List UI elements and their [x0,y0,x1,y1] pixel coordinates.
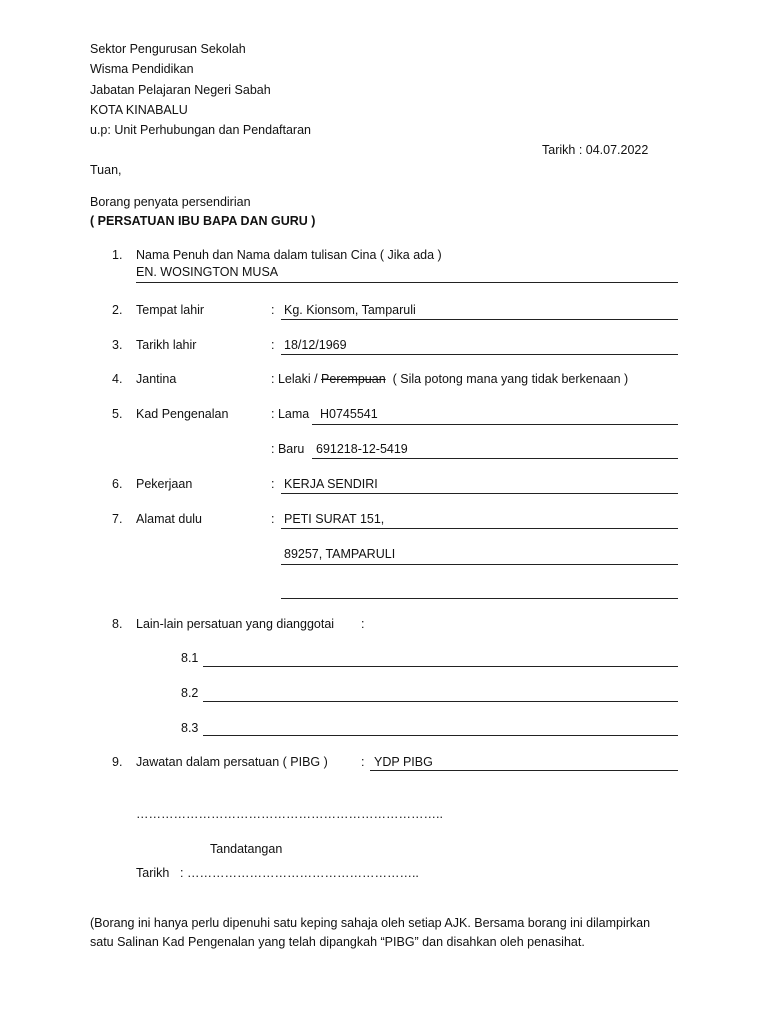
field-8-1-number: 8.1 [181,651,199,665]
field-4-label: Jantina [136,372,177,386]
field-7-number: 7. [112,512,123,526]
field-8-2-number: 8.2 [181,686,199,700]
position-value: YDP PIBG [374,755,433,769]
letter-date: Tarikh : 04.07.2022 [542,143,649,157]
birthplace-underline [281,319,678,320]
footnote-line-1: (Borang ini hanya perlu dipenuhi satu keping sahaja oleh setiap AJK. Bersama borang ini dilampirkan [90,916,651,930]
field-8-3-number: 8.3 [181,721,199,735]
address-underline-2 [281,564,678,565]
field-2-number: 2. [112,303,123,317]
address-value-1: PETI SURAT 151, [284,512,385,526]
address-underline-3 [281,598,678,599]
ic-new-underline [312,458,678,459]
address-value-2: 89257, TAMPARULI [284,547,396,561]
field-1-label: Nama Penuh dan Nama dalam tulisan Cina ( Jika ada ) [136,248,442,262]
ic-old-underline [312,424,678,425]
name-underline [136,282,678,283]
field-8-number: 8. [112,617,123,631]
ic-old-label: : Lama [271,407,310,421]
field-6-label: Pekerjaan [136,477,193,491]
address-underline-1 [281,528,678,529]
signature-line: ……………………………………………………………….. [136,807,443,821]
name-value: EN. WOSINGTON MUSA [136,265,279,279]
birthplace-value: Kg. Kionsom, Tamparuli [284,303,416,317]
address-line-4: KOTA KINABALU [90,103,188,117]
field-3-colon: : [271,338,275,352]
address-line-1: Sektor Pengurusan Sekolah [90,42,246,56]
field-7-colon: : [271,512,275,526]
occupation-value: KERJA SENDIRI [284,477,378,491]
field-8-3-underline [203,735,678,736]
occupation-underline [281,493,678,494]
signature-label: Tandatangan [210,842,283,856]
signature-date-label: Tarikh [136,866,170,880]
salutation: Tuan, [90,163,122,177]
field-2-label: Tempat lahir [136,303,205,317]
signature-date-value: : ……………………………………………….. [180,866,419,880]
form-subtitle: ( PERSATUAN IBU BAPA DAN GURU ) [90,214,316,228]
birthdate-value: 18/12/1969 [284,338,347,352]
field-9-number: 9. [112,755,123,769]
gender-line [271,371,628,387]
field-5-number: 5. [112,407,123,421]
field-7-label: Alamat dulu [136,512,203,526]
gender-note: ( Sila potong mana yang tidak berkenaan ) [392,372,629,386]
field-3-number: 3. [112,338,123,352]
field-2-colon: : [271,303,275,317]
field-6-colon: : [271,477,275,491]
field-6-number: 6. [112,477,123,491]
field-9-colon: : [361,755,365,769]
field-8-2-underline [203,701,678,702]
gender-struck-option: Perempuan [321,372,386,386]
ic-new-value: 691218-12-5419 [316,442,408,456]
field-4-number: 4. [112,372,123,386]
field-1-number: 1. [112,248,123,262]
address-line-3: Jabatan Pelajaran Negeri Sabah [90,83,271,97]
address-line-2: Wisma Pendidikan [90,62,194,76]
field-8-colon: : [361,617,365,631]
field-9-label: Jawatan dalam persatuan ( PIBG ) [136,755,328,769]
ic-new-label: : Baru [271,442,305,456]
field-5-label: Kad Pengenalan [136,407,229,421]
form-title: Borang penyata persendirian [90,195,251,209]
gender-prefix: : Lelaki / [271,372,322,386]
address-line-5: u.p: Unit Perhubungan dan Pendaftaran [90,123,312,137]
field-8-1-underline [203,666,678,667]
birthdate-underline [281,354,678,355]
field-8-label: Lain-lain persatuan yang dianggotai [136,617,335,631]
ic-old-value: H0745541 [320,407,378,421]
footnote-line-2: satu Salinan Kad Pengenalan yang telah dipangkah “PIBG” dan disahkan oleh penasihat. [90,935,585,949]
position-underline [370,770,678,771]
field-3-label: Tarikh lahir [136,338,197,352]
